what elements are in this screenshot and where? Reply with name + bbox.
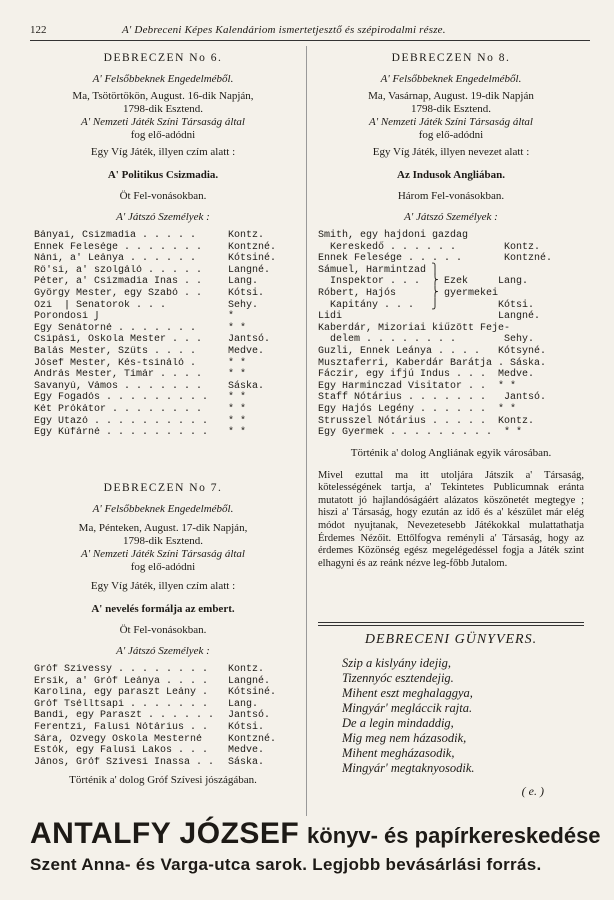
poem-signature: ( e. ) (521, 784, 544, 798)
cast-actor: Sehy. (228, 299, 259, 311)
company-line-2: fog elő-adódni (130, 129, 196, 141)
cast-actor: Jantsó. (228, 710, 271, 722)
cast-role: Estók, egy Falusi Lakos . . . (34, 745, 209, 757)
poem-line: Mihent eszt meghalaggya, (342, 686, 473, 700)
cast-row (34, 427, 292, 439)
cast-actor: Kótsiné. (228, 253, 277, 265)
poem-title: DEBRECENI GÜNYVERS. (364, 632, 538, 647)
date-line-2: 1798-dik Esztend. (410, 103, 492, 115)
cast-line: Ennek Felesége . . . . . Kontzné. (318, 253, 553, 265)
playbill-no8 (318, 52, 584, 570)
cast-actor: * * (228, 357, 247, 369)
cast-role: András Mester, Tímár . . . . (34, 369, 203, 381)
cast-role: Sára, Özvegy Oskola Mesterné (34, 733, 203, 745)
cast-actor: * * (228, 392, 247, 404)
poem-line: Mingyár' megtaknyosodik. (342, 761, 475, 775)
cast-role: Egy Senátorné . . . . . . . (34, 322, 197, 334)
acts-line: Öt Fel-vonásokban. (119, 624, 207, 636)
cast-actor: Kontzné. (228, 733, 277, 745)
play-title: A' nevelés formálja az embert. (91, 603, 235, 615)
cast-line: Inspektor . . . ⎬ Ezek Lang. (318, 276, 529, 288)
ad-headline (30, 817, 601, 852)
acts-line: Öt Fel-vonásokban. (119, 190, 207, 202)
poem-line: Tizennyóc esztendejig. (342, 671, 454, 685)
cast-role: Ersik, a' Gróf Leánya . . . . (34, 675, 209, 687)
cast-row (34, 334, 292, 346)
cast-role: Gróf Szívessy . . . . . . . . (34, 664, 209, 675)
cast-row (34, 687, 292, 699)
cast-line: Fáczir, egy ifjú Indus . . . Medve. (318, 369, 535, 381)
playbill-title: DEBRECZEN No 7. (103, 482, 223, 494)
cast-row (34, 381, 292, 393)
cast-row (34, 288, 292, 300)
cast-list (318, 230, 584, 439)
poem-line: Szip a kislyány idejig, (342, 656, 452, 670)
cast-line: Guzli, Ennek Leánya . . . . Kótsyné. (318, 345, 547, 357)
cast-row (34, 242, 292, 254)
cast-actor: Kótsiné. (228, 687, 277, 699)
closing-line: Történik a' dolog Gróf Szívesi jószágában. (69, 774, 257, 787)
cast-role: Ferentzi, Falusi Nótárius . . (34, 721, 209, 733)
cast-actor: * * (228, 427, 247, 439)
cast-line: delem . . . . . . . . Sehy. (318, 334, 535, 346)
cast-role: Ennek Felesége . . . . . . . (34, 241, 203, 253)
ad-address: Szent Anna- és Varga-utca sarok. Legjobb bevásárlási forrás. (30, 855, 542, 874)
cast-role: Gróf Tsélltsapi . . . . . . . (34, 698, 209, 710)
cast-role: Rő'si, a' szolgáló . . . . . (34, 264, 203, 276)
closing-line: Történik a' dolog Angliának egyik városában. (350, 446, 552, 459)
cast-role: György Mester, egy Szabó . . (34, 287, 203, 299)
acts-line: Három Fel-vonásokban. (397, 190, 505, 202)
cast-row (34, 276, 292, 288)
cast-role: Porondosi ⎭ (34, 311, 101, 323)
cast-actor: Medve. (228, 345, 265, 357)
playbill-title: DEBRECZEN No 6. (103, 52, 223, 64)
cast-row (34, 369, 292, 381)
cast-row (34, 734, 292, 746)
cast-line: Egy Hajós Legény . . . . . . * * (318, 403, 517, 415)
playbill-no6 (34, 52, 292, 439)
running-title: A' Debreceni Képes Kalendáriom ismertetjesztő és szépirodalmi része. (122, 24, 446, 36)
cast-actor: Kontzné. (228, 241, 277, 253)
play-title: A' Politikus Csizmadia. (107, 169, 219, 181)
cast-line: Smith, egy hajdoni gazdag (318, 230, 469, 241)
ad-trade: könyv- és papírkereskedése (307, 823, 601, 848)
cast-actor: Sáska. (228, 756, 265, 768)
cast-actor: * * (228, 415, 247, 427)
poem-line: Mig meg nem házasodik, (342, 731, 467, 745)
cast-row (34, 710, 292, 722)
cast-row (34, 722, 292, 734)
cast-actor: Sáska. (228, 380, 265, 392)
cast-line: Egy Gyermek . . . . . . . . . * * (318, 427, 523, 439)
cast-actor: Lang. (228, 698, 259, 710)
poem-line: Mihent megházasodik, (342, 746, 455, 760)
permission-line: A' Felsőbbeknek Engedelméből. (380, 73, 522, 85)
permission-line: A' Felsőbbeknek Engedelméből. (92, 503, 234, 515)
cast-line: Lidi Langné. (318, 311, 541, 323)
cast-row (34, 358, 292, 370)
genre-line: Egy Víg Játék, illyen czím alatt : (90, 580, 236, 592)
cast-actor: Langné. (228, 264, 271, 276)
company-line: A' Nemzeti Játék Színi Társaság által (369, 116, 533, 128)
poem-line: Mingyár' megláccik rajta. (342, 701, 473, 715)
cast-role: Savanyú, Vámos . . . . . . . (34, 380, 203, 392)
ad-name: ANTALFY JÓZSEF (30, 817, 300, 850)
playbill-title: DEBRECZEN No 8. (391, 52, 511, 64)
cast-actor: Kontz. (228, 230, 265, 241)
cast-line: Strusszel Nótárius . . . . . Kontz. (318, 415, 535, 427)
advertisement (30, 817, 601, 876)
cast-row (34, 311, 292, 323)
cast-actor: Kótsi. (228, 721, 265, 733)
cast-actor: Medve. (228, 745, 265, 757)
cast-actor: * * (228, 322, 247, 334)
cast-actor: * * (228, 369, 247, 381)
cast-actor: Lang. (228, 276, 259, 288)
cast-role: Karolina, egy paraszt Leány . (34, 687, 209, 699)
cast-row (34, 745, 292, 757)
cast-role: Jósef Mester, Kés-tsináló . (34, 357, 197, 369)
date-line: Ma, Pénteken, August. 17-dik Napján, (78, 522, 248, 534)
page-number: 122 (30, 24, 47, 36)
cast-row (34, 664, 292, 676)
cast-actor: Kótsi. (228, 287, 265, 299)
date-line-2: 1798-dik Esztend. (122, 103, 204, 115)
poem-rule (318, 622, 584, 623)
permission-line: A' Felsőbbeknek Engedelméből. (92, 73, 234, 85)
play-title: Az Indusok Angliában. (397, 169, 505, 181)
cast-row (34, 253, 292, 265)
cast-role: Péter, a' Csizmadia Inas . . (34, 276, 203, 288)
cast-row (34, 404, 292, 416)
cast-row (34, 346, 292, 358)
cast-role: Náni, a' Leánya . . . . . . (34, 253, 197, 265)
cast-role: Bandi, egy Paraszt . . . . . . (34, 710, 215, 722)
cast-heading: A' Játszó Személyek : (404, 211, 498, 223)
cast-actor: Langné. (228, 675, 271, 687)
farewell-notice: Mivel ezuttal ma itt utoljára Játszik a' Társaság, kötelességének tartja, a' Tekintetes Publicumnak eránta mutatott jó hajlandóságáért alázatos köszönetét megtegye ; hiszi a' Társaság, hogy ezután az idő és a' készület már elég módot nyujtanak, Nevezetesebb Játékokkal mulattathatja Érdemes Nézőit. Ettőlfogva reményli a' Társaság, hogy az érdemes Közönség egész megelégedéssel fogja a Játék szint elhagyni és az reánk nézve leg-főbb Jutalom. (318, 469, 584, 569)
cast-heading: A' Játszó Személyek : (116, 211, 210, 223)
cast-actor: * * (228, 403, 247, 415)
cast-line: Sámuel, Harmintzad ⎫ (318, 264, 439, 276)
cast-line: Musztaferri, Kaberdár Barátja . Sáska. (318, 357, 547, 369)
poem-section (318, 622, 584, 822)
cast-actor: Jantsó. (228, 334, 271, 346)
cast-row (34, 757, 292, 769)
date-line: Ma, Tsötörtökön, August. 16-dik Napján, (72, 90, 254, 102)
cast-role: Bányai, Csizmadia . . . . . (34, 230, 197, 241)
cast-line: Kereskedő . . . . . . Kontz. (318, 241, 541, 253)
cast-actor: * (228, 311, 235, 323)
cast-row (34, 230, 292, 242)
cast-role: János, Gróf Szívesi Inassa . . (34, 756, 215, 768)
cast-line: Róbert, Hajós ⎬ gyermekei (318, 287, 499, 299)
poem-body (342, 656, 584, 776)
cast-line: Egy Harminczad Visitator . . * * (318, 380, 517, 392)
poem-line: De a legin mindaddig, (342, 716, 454, 730)
cast-actor: Kontz. (228, 664, 265, 675)
cast-list (34, 230, 292, 439)
company-line-2: fog elő-adódni (130, 561, 196, 573)
cast-row (34, 676, 292, 688)
cast-line: Kapitány . . . ⎭ Kótsi. (318, 299, 535, 311)
cast-role: Balás Mester, Szűts . . . . (34, 345, 197, 357)
cast-role: Egy Útazó . . . . . . . . . . (34, 415, 209, 427)
cast-row (34, 300, 292, 312)
company-line-2: fog elő-adódni (418, 129, 484, 141)
cast-role: Két Prókátor . . . . . . . . (34, 403, 203, 415)
cast-role: Egy Fogadós . . . . . . . . . (34, 392, 209, 404)
header-rule (30, 40, 590, 41)
cast-row (34, 416, 292, 428)
cast-row (34, 392, 292, 404)
cast-line: Staff Nótárius . . . . . . . Jantsó. (318, 392, 547, 404)
date-line-2: 1798-dik Esztend. (122, 535, 204, 547)
genre-line: Egy Víg Játék, illyen czím alatt : (90, 146, 236, 158)
cast-line: Kaberdár, Mizoriai kiűzött Feje- (318, 322, 511, 334)
cast-row (34, 699, 292, 711)
cast-role: Özi ⎫ Senatorok . . . (34, 299, 167, 311)
company-line: A' Nemzeti Játék Színi Társaság által (81, 116, 245, 128)
date-line: Ma, Vasárnap, August. 19-dik Napján (368, 90, 534, 102)
playbill-no7 (34, 482, 292, 787)
cast-heading: A' Játszó Személyek : (116, 645, 210, 657)
poem-rule-2 (318, 625, 584, 626)
cast-row (34, 265, 292, 277)
column-divider (306, 46, 307, 816)
cast-list (34, 664, 292, 768)
company-line: A' Nemzeti Játék Színi Társaság által (81, 548, 245, 560)
cast-row (34, 323, 292, 335)
genre-line: Egy Víg Játék, illyen nevezet alatt : (372, 146, 530, 158)
cast-role: Csipási, Oskola Mester . . . (34, 334, 203, 346)
cast-role: Egy Kúfárné . . . . . . . . . (34, 427, 209, 439)
page-header (30, 24, 590, 40)
